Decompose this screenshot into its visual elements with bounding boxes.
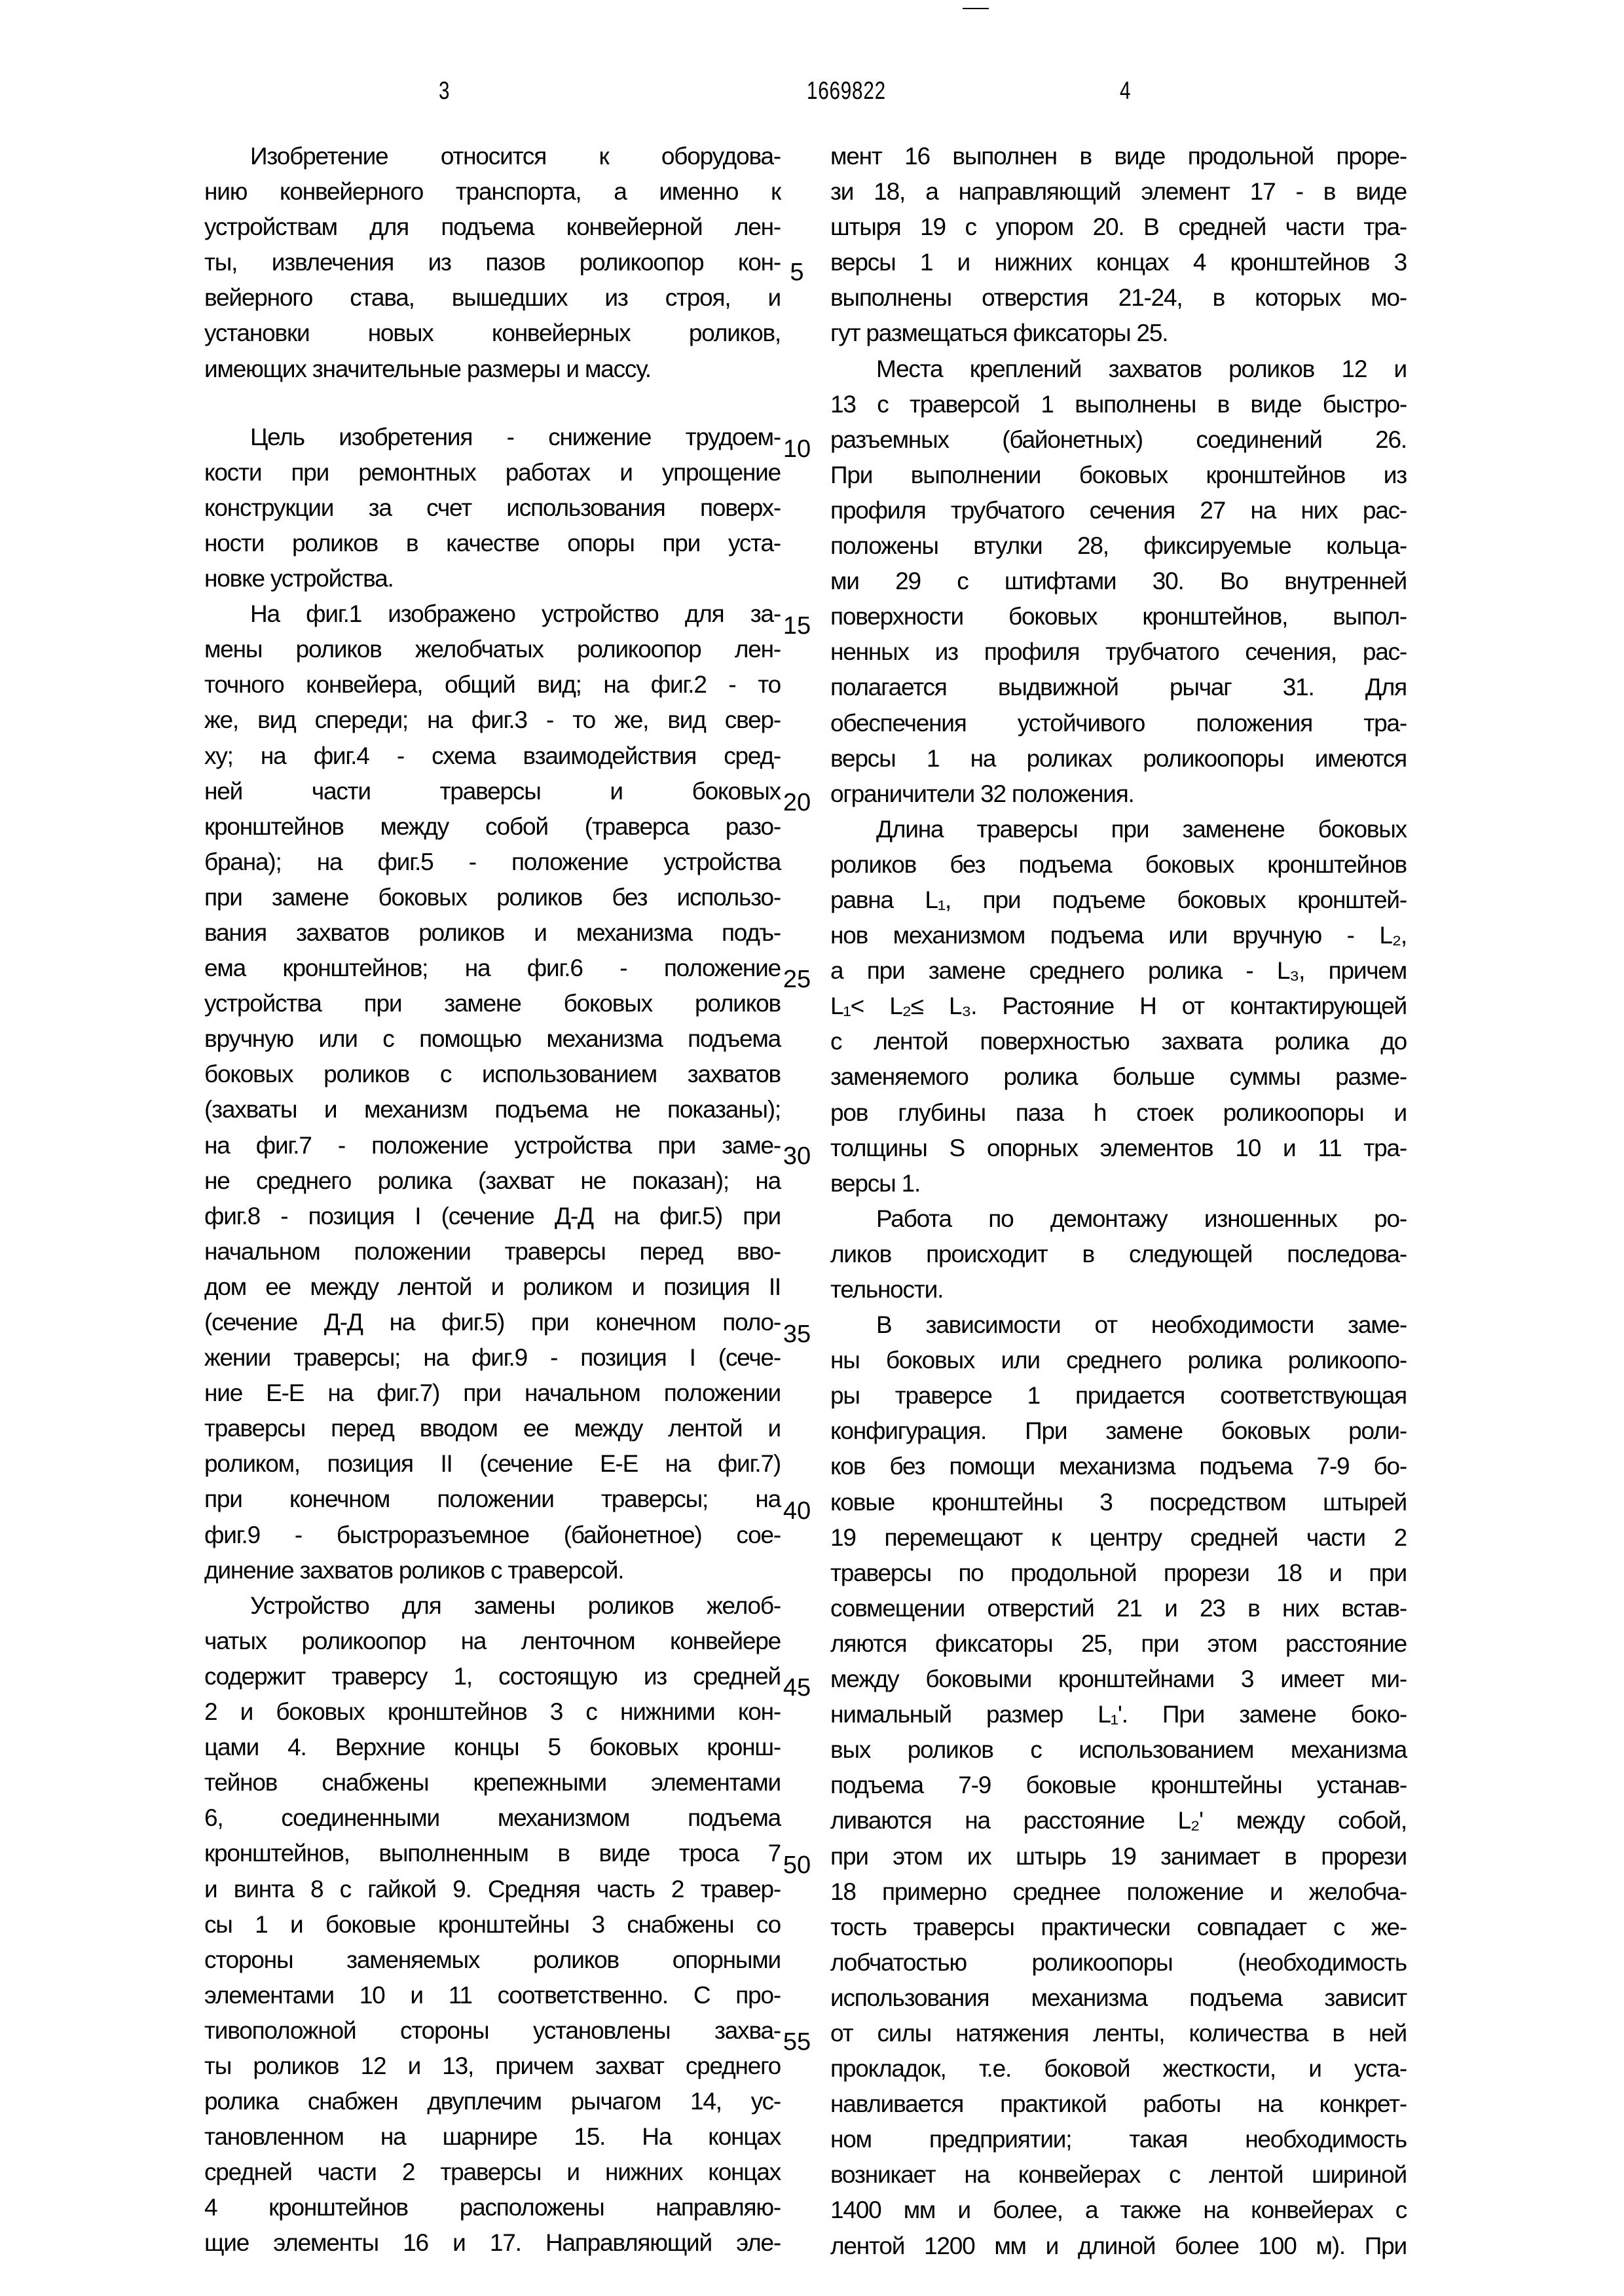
text-line [204,774,781,809]
text-line [830,847,1407,883]
text-line-content: мены роликов желобчатых роликоопор лен- [204,636,781,663]
text-line [204,1518,781,1553]
text-line-content: не среднего ролика (захват не показан); на [204,1167,781,1194]
text-line-content: версы 1 на роликах роликоопоры имеются [830,744,1407,772]
text-line-content: на фиг.7 - положение устройства при заме- [204,1131,781,1159]
text-line-content: новке устройства. [204,565,394,592]
text-line [830,989,1407,1024]
text-line-content: траверсы по продольной прорези 18 и при [830,1559,1407,1586]
text-line-content: роликом, позиция II (сечение Е-Е на фиг.7) [204,1450,781,1478]
text-line [204,1588,781,1624]
text-line [830,352,1407,387]
text-line [830,422,1407,458]
text-line-content: версы 1. [830,1169,921,1197]
text-line [830,812,1407,847]
left-column [204,139,781,2261]
text-line-content: выполнены отверстия 21-24, в которых мо- [830,284,1407,312]
text-line [830,918,1407,953]
text-line [204,1340,781,1376]
text-line [830,316,1407,351]
text-line-content: ности роликов в качестве опоры при уста- [204,529,781,556]
text-line-content: (сечение Д-Д на фиг.5) при конечном поло- [204,1309,781,1336]
text-line-content: 18 примерно среднее положение и желобча- [830,1878,1407,1905]
text-line-content: (захваты и механизм подъема не показаны); [204,1096,781,1123]
text-line [204,1305,781,1340]
text-line-content: ков без помощи механизма подъема 7-9 бо- [830,1453,1407,1480]
text-line-content: L₁< L₂≤ L₃. Растояние H от контактирующей [830,993,1407,1020]
text-line-content: точного конвейера, общий вид; на фиг.2 - то [204,671,781,699]
text-line [204,2119,781,2155]
text-line [204,1021,781,1057]
text-line [204,1234,781,1269]
text-line [204,316,781,351]
text-line [830,245,1407,280]
text-line-content: 19 перемещают к центру средней части 2 [830,1523,1407,1551]
text-line [830,1095,1407,1131]
text-line-content: траверсы перед вводом ее между лентой и [204,1415,781,1442]
text-line-content: ненных из профиля трубчатого сечения, рас- [830,638,1407,666]
text-line [204,1411,781,1446]
text-line-content: чатых роликоопор на ленточном конвейере [204,1627,781,1654]
text-line-content: При выполнении боковых кронштейнов из [830,461,1407,488]
text-line-content: ны боковых или среднего ролика роликоопо- [830,1347,1407,1374]
text-line-content: подъема 7-9 боковые кронштейны устанав- [830,1772,1407,1799]
text-line-content: полагается выдвижной рычаг 31. Для [830,674,1407,701]
text-line-content: 2 и боковых кронштейнов 3 с нижними кон- [204,1698,781,1726]
text-line [204,1624,781,1659]
text-line-content: конструкции за счет использования поверх- [204,494,781,521]
text-line [830,1626,1407,1662]
text-line [830,2157,1407,2193]
text-line [204,420,781,455]
text-line-content: устройства при замене боковых роликов [204,990,781,1017]
text-line-content: при замене боковых роликов без использо- [204,883,781,911]
text-line-content: начальном положении траверсы перед вво- [204,1237,781,1265]
text-line-content: же, вид спереди; на фиг.3 - то же, вид свер- [204,706,781,734]
text-line-content: заменяемого ролика больше суммы разме- [830,1063,1407,1091]
text-line-content: имеющих значительные размеры и массу. [204,355,651,382]
text-line-content: средней части 2 траверсы и нижних концах [204,2159,781,2186]
text-line-content: мент 16 выполнен в виде продольной проре- [830,143,1407,170]
text-line-content: с лентой поверхностью захвата ролика до [830,1028,1407,1055]
text-line [204,1057,781,1092]
text-line [204,1907,781,1942]
page-number-right: 4 [1120,77,1132,105]
text-line [830,883,1407,918]
text-line [830,139,1407,174]
text-line [204,845,781,880]
text-line [830,1237,1407,1272]
text-line-content: между боковыми кронштейнами 3 имеет ми- [830,1666,1407,1693]
text-line-content: профиля трубчатого сечения 27 на них рас- [830,496,1407,524]
line-number: 40 [783,1497,811,1525]
text-line [830,528,1407,564]
text-line [830,1413,1407,1449]
text-line [830,1272,1407,1307]
text-line-content: ляются фиксаторы 25, при этом расстояние [830,1630,1407,1657]
line-number: 25 [783,966,811,993]
text-line-content: использования механизма подъема зависит [830,1984,1407,2011]
line-number: 35 [783,1321,811,1348]
text-line [204,1694,781,1730]
text-line [204,1800,781,1836]
text-line [830,1378,1407,1413]
patent-number: 1669822 [807,77,886,105]
text-line-content: равна L₁, при подъеме боковых кронштей- [830,886,1407,913]
text-line [204,596,781,632]
text-line [830,2193,1407,2228]
text-line [830,458,1407,493]
text-line-content: На фиг.1 изображено устройство для за- [250,600,781,628]
text-line [830,1449,1407,1484]
text-line [830,2086,1407,2122]
text-line-content: ние Е-Е на фиг.7) при начальном положении [204,1379,781,1407]
text-line [204,1942,781,1978]
text-line-content: 6, соединенными механизмом подъема [204,1804,781,1832]
text-line [830,1945,1407,1980]
text-line [830,2229,1407,2264]
text-line [204,1092,781,1127]
text-line-content: фиг.8 - позиция I (сечение Д-Д на фиг.5) при [204,1202,781,1230]
text-line-content: лентой 1200 мм и длиной более 100 м). При [830,2232,1407,2259]
right-column [830,139,1407,2264]
text-line-content: зи 18, а направляющий элемент 17 - в виде [830,178,1407,206]
text-line-content: вых роликов с использованием механизма [830,1736,1407,1764]
text-line-content: ограничители 32 положения. [830,780,1134,807]
text-line-content: кронштейнов между собой (траверса разо- [204,812,781,840]
text-line [204,915,781,951]
text-line-content: ты, извлечения из пазов роликоопор кон- [204,249,781,276]
text-line-content: ры траверсе 1 придается соответствующая [830,1382,1407,1410]
line-number: 55 [783,2028,811,2056]
text-line-content: а при замене среднего ролика - L₃, причем [830,957,1407,985]
text-line-content: жении траверсы; на фиг.9 - позиция I (сече- [204,1344,781,1372]
text-line-content: разъемных (байонетных) соединений 26. [830,426,1407,453]
text-line [830,2122,1407,2157]
text-line-content: тановленном на шарнире 15. На концах [204,2123,781,2151]
text-line-content: конфигурация. При замене боковых роли- [830,1417,1407,1445]
text-line [204,2084,781,2119]
text-line [830,634,1407,670]
text-line-content: ми 29 с штифтами 30. Во внутренней [830,568,1407,595]
text-line [204,667,781,702]
text-line-content: положены втулки 28, фиксируемые кольца- [830,532,1407,560]
text-line [204,1199,781,1234]
text-line-content: вейерного става, вышедших из строя, и [204,284,781,312]
text-line [830,1980,1407,2016]
text-line-content: гут размещаться фиксаторы 25. [830,319,1168,347]
text-line [204,951,781,986]
text-line [204,738,781,774]
text-line-content: поверхности боковых кронштейнов, выпол- [830,603,1407,630]
text-line [204,139,781,174]
text-line-content: элементами 10 и 11 соответственно. С про- [204,1981,781,2009]
text-line-content: тость траверсы практически совпадает с же- [830,1913,1407,1941]
text-line [830,1485,1407,1520]
text-line-content: навливается практикой работы на конкрет- [830,2090,1407,2118]
text-line-content: тельности. [830,1276,944,1303]
text-line-content: ема кронштейнов; на фиг.6 - положение [204,955,781,982]
text-line-content: ролика снабжен двуплечим рычагом 14, ус- [204,2088,781,2115]
text-line [830,1874,1407,1910]
text-line [830,1591,1407,1626]
text-line [830,599,1407,634]
line-number: 5 [790,259,804,286]
text-line [204,561,781,596]
text-line [204,1128,781,1163]
text-line [830,1520,1407,1556]
text-line-content: ты роликов 12 и 13, причем захват среднего [204,2052,781,2079]
text-line [830,1768,1407,1803]
text-line-content: боковых роликов с использованием захватов [204,1061,781,1088]
text-line-content: нов механизмом подъема или вручную - L₂, [830,922,1407,949]
text-line-content: 4 кронштейнов расположены направляю- [204,2194,781,2221]
text-line-content: щие элементы 16 и 17. Направляющий эле- [204,2229,781,2257]
text-line-content: сы 1 и боковые кронштейны 3 снабжены со [204,1910,781,1938]
text-line-content: цами 4. Верхние концы 5 боковых кронш- [204,1734,781,1761]
text-line [204,174,781,210]
text-line [204,986,781,1021]
text-line-content: тейнов снабжены крепежными элементами [204,1769,781,1796]
text-line-content: динение захватов роликов с траверсой. [204,1556,624,1584]
text-line [830,1131,1407,1166]
text-line-content: ливаются на расстояние L₂' между собой, [830,1807,1407,1834]
text-line [204,1730,781,1765]
text-line [830,1662,1407,1697]
text-line [204,526,781,561]
line-number: 45 [783,1674,811,1702]
line-number: 30 [783,1142,811,1170]
text-line [830,174,1407,210]
text-line-content: Цель изобретения - снижение трудоем- [250,423,781,450]
text-line [204,2190,781,2225]
text-line-content: ковые кронштейны 3 посредством штырей [830,1488,1407,1516]
text-line [830,1803,1407,1838]
text-line-content: совмещении отверстий 21 и 23 в них встав- [830,1594,1407,1622]
text-line-content: кости при ремонтных работах и упрощение [204,458,781,486]
text-line-content: устройствам для подъема конвейерной лен- [204,213,781,241]
text-line-content: ров глубины паза h стоек роликоопоры и [830,1099,1407,1126]
text-line [204,632,781,667]
text-line [204,1376,781,1411]
text-line-content: при конечном положении траверсы; на [204,1485,781,1513]
text-line [830,741,1407,776]
text-line [204,210,781,245]
text-line-content: ном предприятии; такая необходимость [830,2126,1407,2153]
text-line-content: лобчатостью роликоопоры (необходимость [830,1948,1407,1976]
text-line [204,1446,781,1482]
text-line-content: вания захватов роликов и механизма подъ- [204,919,781,946]
text-line-content: Места креплений захватов роликов 12 и [876,355,1407,382]
text-line [830,2051,1407,2086]
text-line [830,1839,1407,1874]
text-line [204,2013,781,2049]
text-line [830,564,1407,599]
text-line-content: содержит траверсу 1, состоящую из средней [204,1662,781,1690]
line-number: 10 [783,435,811,463]
text-line [830,1732,1407,1768]
text-line-content: Работа по демонтажу изношенных ро- [876,1205,1407,1232]
text-line-content: и винта 8 с гайкой 9. Средняя часть 2 травер- [204,1875,781,1903]
text-line-content: брана); на фиг.5 - положение устройства [204,848,781,875]
text-line-content: возникает на конвейерах с лентой шириной [830,2161,1407,2189]
text-line-content: обеспечения устойчивого положения тра- [830,709,1407,737]
text-line [830,1697,1407,1732]
text-line [204,1765,781,1800]
text-line-content: Изобретение относится к оборудова- [250,143,781,170]
text-line [830,706,1407,741]
text-line-content: тивоположной стороны установлены захва- [204,2016,781,2044]
text-line [830,210,1407,245]
text-line [830,953,1407,989]
text-line-content: нимальный размер L₁'. При замене боко- [830,1701,1407,1728]
text-line [204,702,781,738]
text-line [830,670,1407,705]
text-line [204,809,781,845]
line-number: 50 [783,1851,811,1879]
text-line [830,1201,1407,1237]
text-line [204,490,781,526]
text-line-content: при этом их штырь 19 занимает в прорези [830,1842,1407,1870]
text-line-content: Устройство для замены роликов желоб- [250,1592,781,1619]
text-line-content: фиг.9 - быстроразъемное (байонетное) сое- [204,1521,781,1548]
text-line-content: Длина траверсы при заменене боковых [876,815,1407,843]
text-line [204,1553,781,1588]
text-line-content: ликов происходит в следующей последова- [830,1240,1407,1267]
text-line [204,1163,781,1199]
text-line-content: вручную или с помощью механизма подъема [204,1025,781,1053]
text-line-content: 1400 мм и более, а также на конвейерах с [830,2196,1407,2224]
line-number: 15 [783,612,811,640]
text-line [830,280,1407,316]
text-line-content: дом ее между лентой и роликом и позиция II [204,1273,781,1300]
text-line [204,455,781,490]
text-line [830,1166,1407,1201]
text-line-content: нию конвейерного транспорта, а именно к [204,178,781,206]
text-line-content: кронштейнов, выполненным в виде троса 7 [204,1840,781,1867]
text-line [204,1872,781,1907]
text-line [204,1482,781,1517]
text-line [204,1978,781,2013]
text-line [204,2225,781,2261]
text-line-content: толщины S опорных элементов 10 и 11 тра- [830,1134,1407,1161]
text-line-content: от силы натяжения ленты, количества в ней [830,2019,1407,2047]
text-line [830,387,1407,422]
text-line-content: прокладок, т.е. боковой жесткости, и уста- [830,2055,1407,2083]
text-line-content: роликов без подъема боковых кронштейнов [830,850,1407,878]
top-rule [963,8,989,9]
text-line [204,2155,781,2190]
text-line [830,1910,1407,1945]
text-line [830,2016,1407,2051]
text-line [830,1556,1407,1591]
text-line-content: установки новых конвейерных роликов, [204,319,781,347]
text-line [204,1836,781,1871]
text-line-content: ней части траверсы и боковых [204,777,781,805]
text-line [204,880,781,915]
text-line-content: ху; на фиг.4 - схема взаимодействия сред- [204,742,781,769]
page-number-left: 3 [439,77,451,105]
text-line [204,2049,781,2084]
text-line [830,493,1407,528]
text-line [204,352,781,387]
text-line [830,776,1407,812]
text-line [204,245,781,280]
text-line [204,280,781,316]
text-line-content: В зависимости от необходимости заме- [876,1311,1407,1339]
line-number: 20 [783,789,811,816]
text-line [830,1059,1407,1095]
text-line [204,1659,781,1694]
text-line [830,1024,1407,1059]
text-line [830,1343,1407,1378]
text-line-content: версы 1 и нижних концах 4 кронштейнов 3 [830,249,1407,276]
text-line [830,1307,1407,1343]
text-line [204,1269,781,1305]
text-line-content: 13 с траверсой 1 выполнены в виде быстро- [830,390,1407,418]
text-line-content: штыря 19 с упором 20. В средней части тра- [830,213,1407,241]
text-line-content: стороны заменяемых роликов опорными [204,1946,781,1973]
